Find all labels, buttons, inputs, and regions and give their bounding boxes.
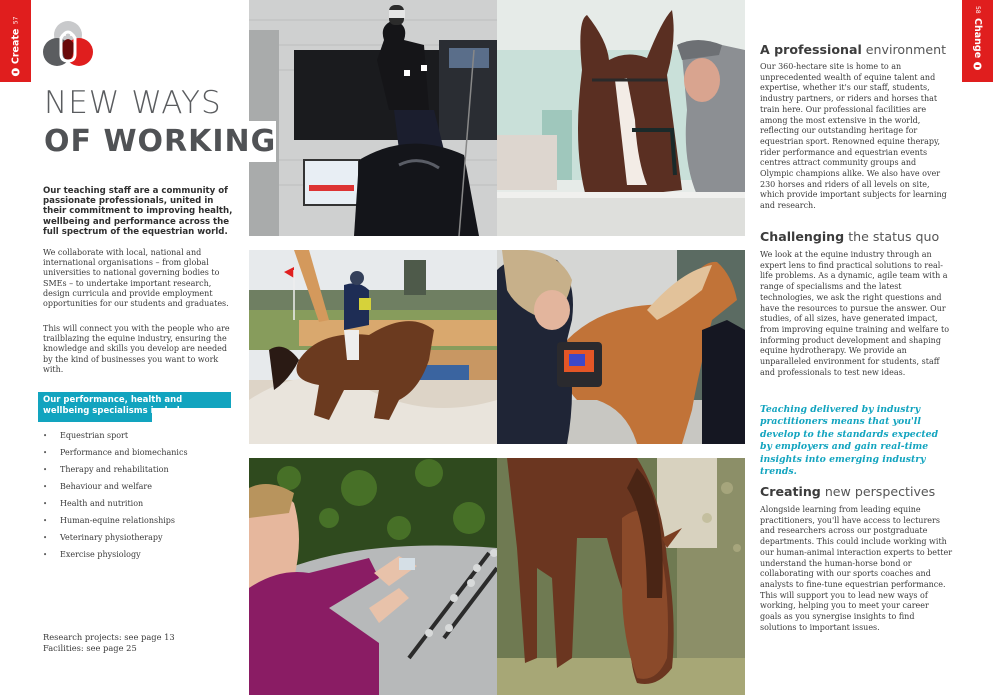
list-item: • Behaviour and welfare (43, 481, 152, 491)
bullet-icon: • (43, 550, 48, 559)
page-title-line-1: NEW WAYS (44, 85, 222, 121)
tab-label: Change (972, 17, 983, 58)
photo-eventing-water-jump (249, 250, 497, 444)
bullet-icon: • (43, 499, 48, 508)
pull-quote: Teaching delivered by industry practitioners means that you'll develop to the standards expected by employers and gain real-time insights into emerging industry trends. (760, 404, 939, 478)
tab-label: Create (10, 28, 21, 64)
section-heading-challenging-status-quo: Challenging the status quo (760, 229, 940, 244)
arrow-circle-icon (974, 62, 982, 70)
section-tab-change[interactable] (962, 0, 993, 82)
section-heading-creating-new-perspectives: Creating new perspectives (760, 484, 936, 499)
photo-simulator-rider (249, 0, 497, 236)
bullet-icon: • (43, 448, 48, 457)
cross-references (43, 632, 175, 654)
list-item: • Exercise physiology (43, 549, 141, 559)
bullet-icon: • (43, 465, 48, 474)
photo-horse-stable (497, 0, 745, 236)
section-body: Our 360-hectare site is home to an unprecedented wealth of equine talent and expertise, whether it's our staff, students, industry partners, or riders and horses that train here. Our professional facilities are among the most extensive in the world, reflecting our outstanding heritage for equestrian sport. Renowned equine therapy, rider performance and equestrian events centres attract community groups and Olympic champions alike. We also have over 230 horses and riders of all levels on site, which provide important subjects for learning and research. (760, 62, 947, 211)
photo-horse-grazing (497, 458, 745, 695)
section-heading-professional-environment: A professional environment (760, 42, 947, 57)
list-item: • Health and nutrition (43, 498, 144, 508)
photo-thermal-imaging (497, 250, 745, 444)
section-body: We look at the equine industry through an expert lens to find practical solutions to real-life problems. As a dynamic, agile team with a range of specialisms and the latest technologies, we ask the right questions and have the resources to pursue the answer. Our studies, of all sizes, have generated impact, from improving equine training and welfare to informing product development and shaping equine hydrotherapy. We provide an unparalleled environment for students, staff and professionals to test new ideas. (760, 250, 950, 377)
list-item: • Therapy and rehabilitation (43, 464, 169, 474)
section-body: Alongside learning from leading equine practitioners, you'll have access to lecturers and researchers across our postgraduate departments. This could include working with our human-animal interaction experts to better understand the human-horse bond or collaborating with our sports coaches and analysts to fine-tune equestrian performance. This will support you to lead new ways of working, helping you to meet your career goals as you synergise insights to find solutions to important issues. (760, 505, 953, 632)
brand-logo-icon (42, 20, 94, 70)
arrow-circle-icon (12, 68, 20, 76)
specialisms-list (43, 427, 238, 563)
specialisms-title: Our performance, health and wellbeing specialisms include: (43, 395, 189, 416)
bullet-icon: • (43, 482, 48, 491)
photo-motion-capture-markers (249, 458, 497, 695)
research-projects-link[interactable]: Research projects: see page 13 (43, 632, 175, 642)
body-paragraph: This will connect you with the people who are trailblazing the equine industry, ensuring the knowledge and skills you develop are needed by the kind of businesses you want to work with. (43, 324, 230, 374)
bullet-icon: • (43, 533, 48, 542)
list-item: • Veterinary physiotherapy (43, 532, 163, 542)
list-item: • Equestrian sport (43, 430, 129, 440)
body-paragraph: We collaborate with local, national and international organisations – from global universities to national governing bodies to SMEs – to undertake important research, design curricula and provide employment opportunities for our students and graduates. (43, 248, 229, 309)
page-title-line-2: OF WORKING (44, 124, 277, 159)
page-number: 58 (974, 6, 981, 14)
bullet-icon: • (43, 431, 48, 440)
page-number: 57 (12, 16, 19, 25)
section-tab-create[interactable] (0, 0, 31, 82)
intro-paragraph: Our teaching staff are a community of passionate professionals, united in their commitment to improving health, wellbeing and performance across the full spectrum of the equestrian world. (43, 186, 233, 237)
list-item: • Human-equine relationships (43, 515, 176, 525)
facilities-link[interactable]: Facilities: see page 25 (43, 643, 137, 653)
bullet-icon: • (43, 516, 48, 525)
list-item: • Performance and biomechanics (43, 447, 188, 457)
